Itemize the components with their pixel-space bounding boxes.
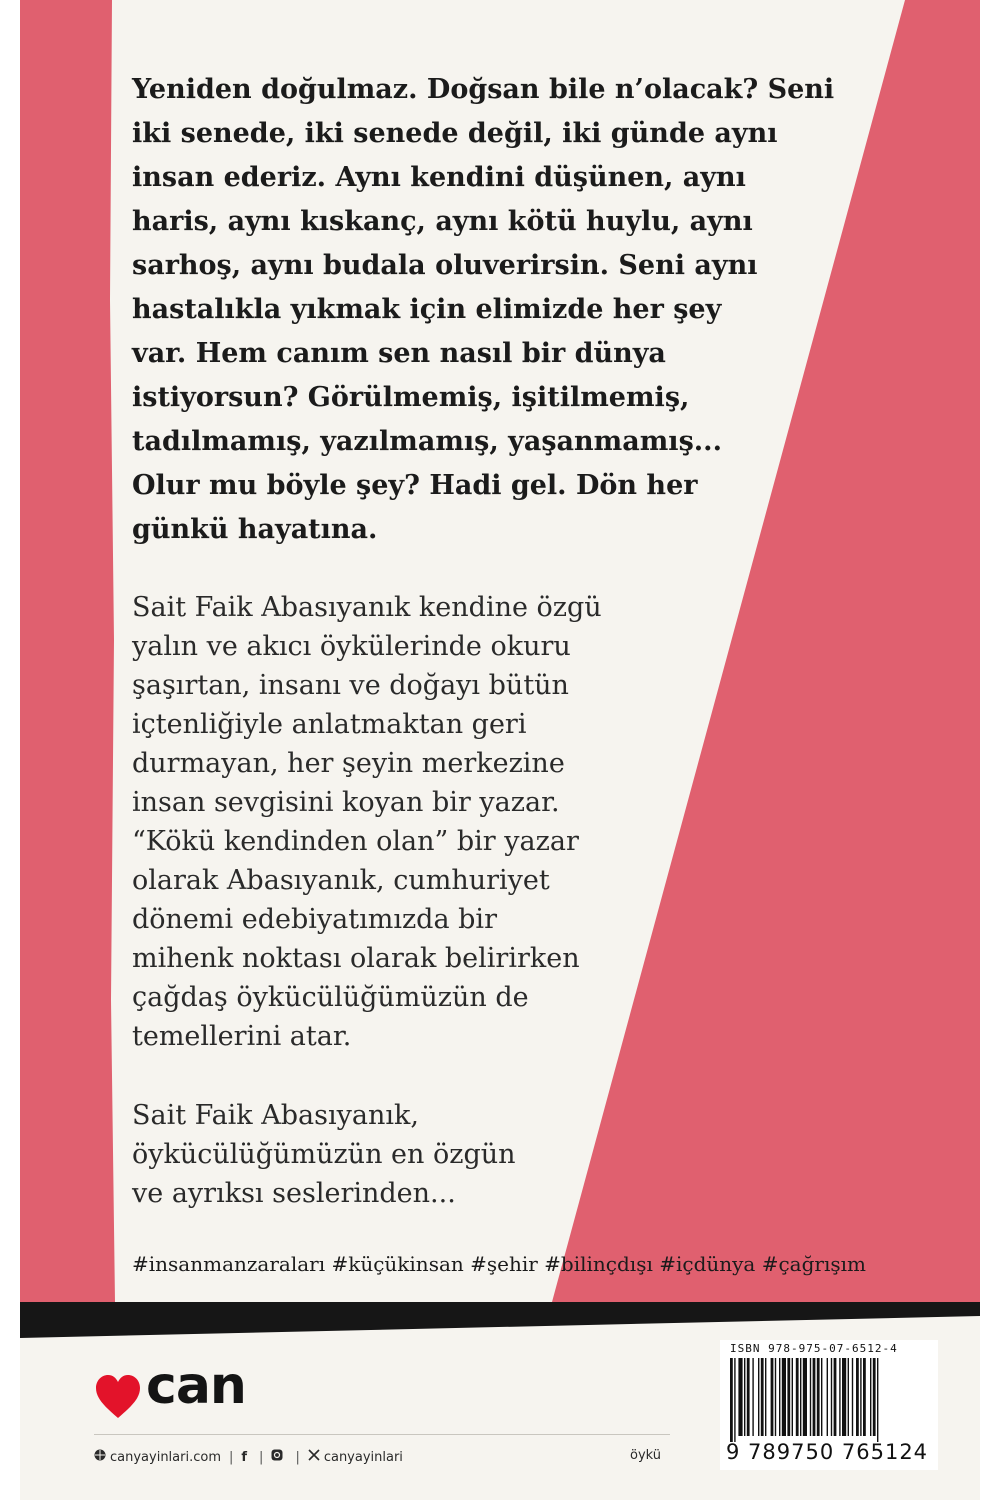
book-back-cover: [20, 0, 980, 1500]
barcode-bar: [848, 1358, 849, 1436]
instagram-icon[interactable]: [271, 1449, 283, 1465]
barcode-bar: [782, 1358, 786, 1436]
barcode-bar: [813, 1358, 816, 1436]
quote-line: Olur mu böyle şey? Hadi gel. Dön her: [132, 470, 698, 501]
quote-line: haris, aynı kıskanç, aynı kötü huylu, aynı: [132, 206, 753, 237]
facebook-icon[interactable]: f: [241, 1449, 248, 1465]
isbn-barcode-panel: [720, 1340, 938, 1470]
quote-line: iki senede, iki senede değil, iki günde aynı: [132, 118, 778, 149]
description-line: çağdaş öykücülüğümüzün de: [132, 982, 529, 1013]
barcode-bar: [803, 1358, 807, 1436]
quote-text: [132, 68, 852, 552]
quote-line: var. Hem canım sen nasıl bir dünya: [132, 338, 666, 369]
description-line: içtenliğiyle anlatmaktan geri: [132, 709, 527, 740]
barcode-bar: [842, 1358, 846, 1436]
quote-line: insan ederiz. Aynı kendini düşünen, aynı: [132, 162, 746, 193]
barcode-bar: [800, 1358, 801, 1436]
separator: |: [229, 1449, 234, 1465]
barcode-bar: [852, 1358, 853, 1436]
barcode-bar: [860, 1358, 861, 1436]
hashtags: #insanmanzaraları #küçükinsan #şehir #bilinçdışı #içdünya #çağrışım: [132, 1252, 866, 1276]
publisher-logo-text: can: [146, 1356, 246, 1416]
barcode-bar: [744, 1358, 745, 1436]
barcode-bar: [779, 1358, 780, 1436]
x-logo-icon[interactable]: [308, 1449, 320, 1465]
description-line: temellerini atar.: [132, 1021, 352, 1052]
x-handle[interactable]: canyayinlari: [323, 1449, 403, 1465]
barcode-bar: [810, 1358, 811, 1436]
barcode-bar: [856, 1358, 859, 1436]
description-line: dönemi edebiyatımızda bir: [132, 904, 497, 935]
barcode-bar: [817, 1358, 820, 1436]
barcode-bar: [752, 1358, 753, 1436]
description-line: Sait Faik Abasıyanık kendine özgü: [132, 592, 602, 623]
barcode: [728, 1358, 930, 1442]
black-band: [20, 1302, 980, 1338]
barcode-bar: [796, 1358, 799, 1436]
tagline-line: Sait Faik Abasıyanık,: [132, 1100, 419, 1131]
tagline-line: ve ayrıksı seslerinden...: [132, 1178, 456, 1209]
barcode-bar: [834, 1358, 837, 1436]
description-line: yalın ve akıcı öykülerinde okuru: [132, 631, 571, 662]
barcode-bar: [775, 1358, 776, 1436]
quote-line: tadılmamış, yazılmamış, yaşanmamış...: [132, 426, 722, 457]
barcode-bar: [870, 1358, 871, 1436]
tagline-line: öykücülüğümüzün en özgün: [132, 1139, 516, 1170]
quote-line: istiyorsun? Görülmemiş, işitilmemiş,: [132, 382, 690, 413]
barcode-bar: [765, 1358, 766, 1436]
barcode-bar: [758, 1358, 759, 1436]
description-line: “Kökü kendinden olan” bir yazar: [132, 826, 579, 857]
barcode-bar: [734, 1358, 735, 1442]
globe-icon: [94, 1449, 106, 1465]
barcode-bar: [831, 1358, 832, 1436]
description-line: mihenk noktası olarak belirirken: [132, 943, 580, 974]
barcode-bar: [839, 1358, 840, 1436]
description-line: durmayan, her şeyin merkezine: [132, 748, 565, 779]
description-line: şaşırtan, insanı ve doğayı bütün: [132, 670, 569, 701]
barcode-digits: 9 789750 765124: [726, 1440, 929, 1464]
barcode-bar: [827, 1358, 828, 1436]
heart-logo-icon: [94, 1372, 142, 1422]
barcode-bar: [738, 1358, 742, 1436]
barcode-bar: [873, 1358, 876, 1436]
description-line: olarak Abasıyanık, cumhuriyet: [132, 865, 550, 896]
footer-divider: [94, 1434, 670, 1435]
author-description: [132, 588, 652, 1056]
separator: |: [259, 1449, 264, 1465]
genre-label: öykü: [630, 1448, 662, 1463]
publisher-footer: [94, 1446, 403, 1468]
barcode-bar: [787, 1358, 790, 1436]
tagline: [132, 1096, 652, 1213]
quote-line: hastalıkla yıkmak için elimizde her şey: [132, 294, 722, 325]
barcode-bar: [730, 1358, 733, 1442]
barcode-bar: [877, 1358, 878, 1442]
barcode-bar: [761, 1358, 764, 1436]
barcode-bar: [821, 1358, 822, 1436]
quote-line: Yeniden doğulmaz. Doğsan bile n’olacak? Seni: [132, 74, 835, 105]
quote-line: günkü hayatına.: [132, 514, 378, 545]
quote-line: sarhoş, aynı budala oluverirsin. Seni aynı: [132, 250, 758, 281]
barcode-bar: [792, 1358, 793, 1436]
barcode-bar: [771, 1358, 774, 1436]
barcode-bar: [863, 1358, 866, 1436]
isbn-label: ISBN 978-975-07-6512-4: [730, 1342, 898, 1355]
separator: |: [295, 1449, 300, 1465]
website-link[interactable]: canyayinlari.com: [110, 1449, 221, 1465]
barcode-bar: [747, 1358, 750, 1436]
description-line: insan sevgisini koyan bir yazar.: [132, 787, 560, 818]
